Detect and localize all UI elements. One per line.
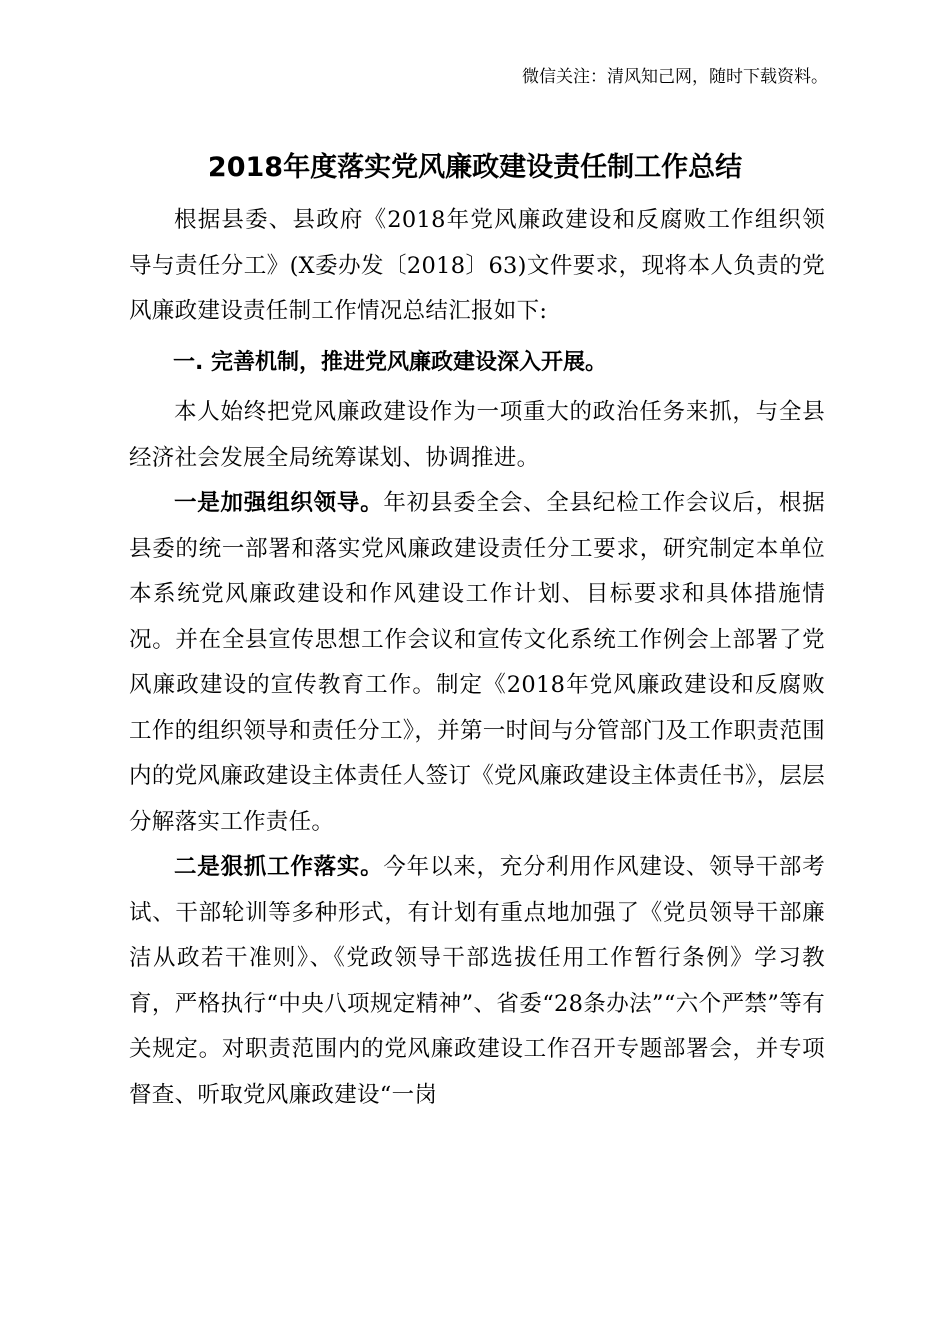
point-two-paragraph bbox=[129, 845, 825, 1118]
point-two-lead: 二是狠抓工作落实。 bbox=[174, 854, 384, 880]
point-one-body: 年初县委全会、全县纪检工作会议后，根据县委的统一部署和落实党风廉政建设责任分工要求，研究制定本单位本系统党风廉政建设和作风建设工作计划、目标要求和具体措施情况。并在全县宣传思想工作会议和宣传文化系统工作例会上部署了党风廉政建设的宣传教育工作。制定《2018年党风廉政建设和反腐败工作的组织领导和责任分工》，并第一时间与分管部门及工作职责范围内的党风廉政建设主体责任人签订《党风廉政建设主体责任书》，层层分解落实工作责任。 bbox=[129, 490, 826, 835]
document-body bbox=[129, 198, 825, 1118]
header-note: 微信关注：清风知己网，随时下载资料。 bbox=[522, 67, 828, 87]
section-intro-paragraph: 本人始终把党风廉政建设作为一项重大的政治任务来抓，与全县经济社会发展全局统筹谋划、协调推进。 bbox=[129, 399, 825, 471]
intro-paragraph: 根据县委、县政府《2018年党风廉政建设和反腐败工作组织领导与责任分工》(X委办发〔2018〕63)文件要求，现将本人负责的党风廉政建设责任制工作情况总结汇报如下: bbox=[129, 207, 825, 324]
point-one-paragraph bbox=[129, 481, 825, 845]
point-two-body: 今年以来，充分利用作风建设、领导干部考试、干部轮训等多种形式，有计划有重点地加强了《党员领导干部廉洁从政若干准则》、《党政领导干部选拔任用工作暂行条例》学习教育，严格执行“中央八项规定精神”、省委“28条办法”“六个严禁”等有关规定。对职责范围内的党风廉政建设工作召开专题部署会，并专项督查、听取党风廉政建设“一岗 bbox=[129, 854, 826, 1108]
point-one-lead: 一是加强组织领导。 bbox=[174, 490, 384, 516]
section-heading: 一. 完善机制，推进党风廉政建设深入开展。 bbox=[173, 349, 608, 375]
page-title: 2018年度落实党风廉政建设责任制工作总结 bbox=[207, 152, 743, 183]
